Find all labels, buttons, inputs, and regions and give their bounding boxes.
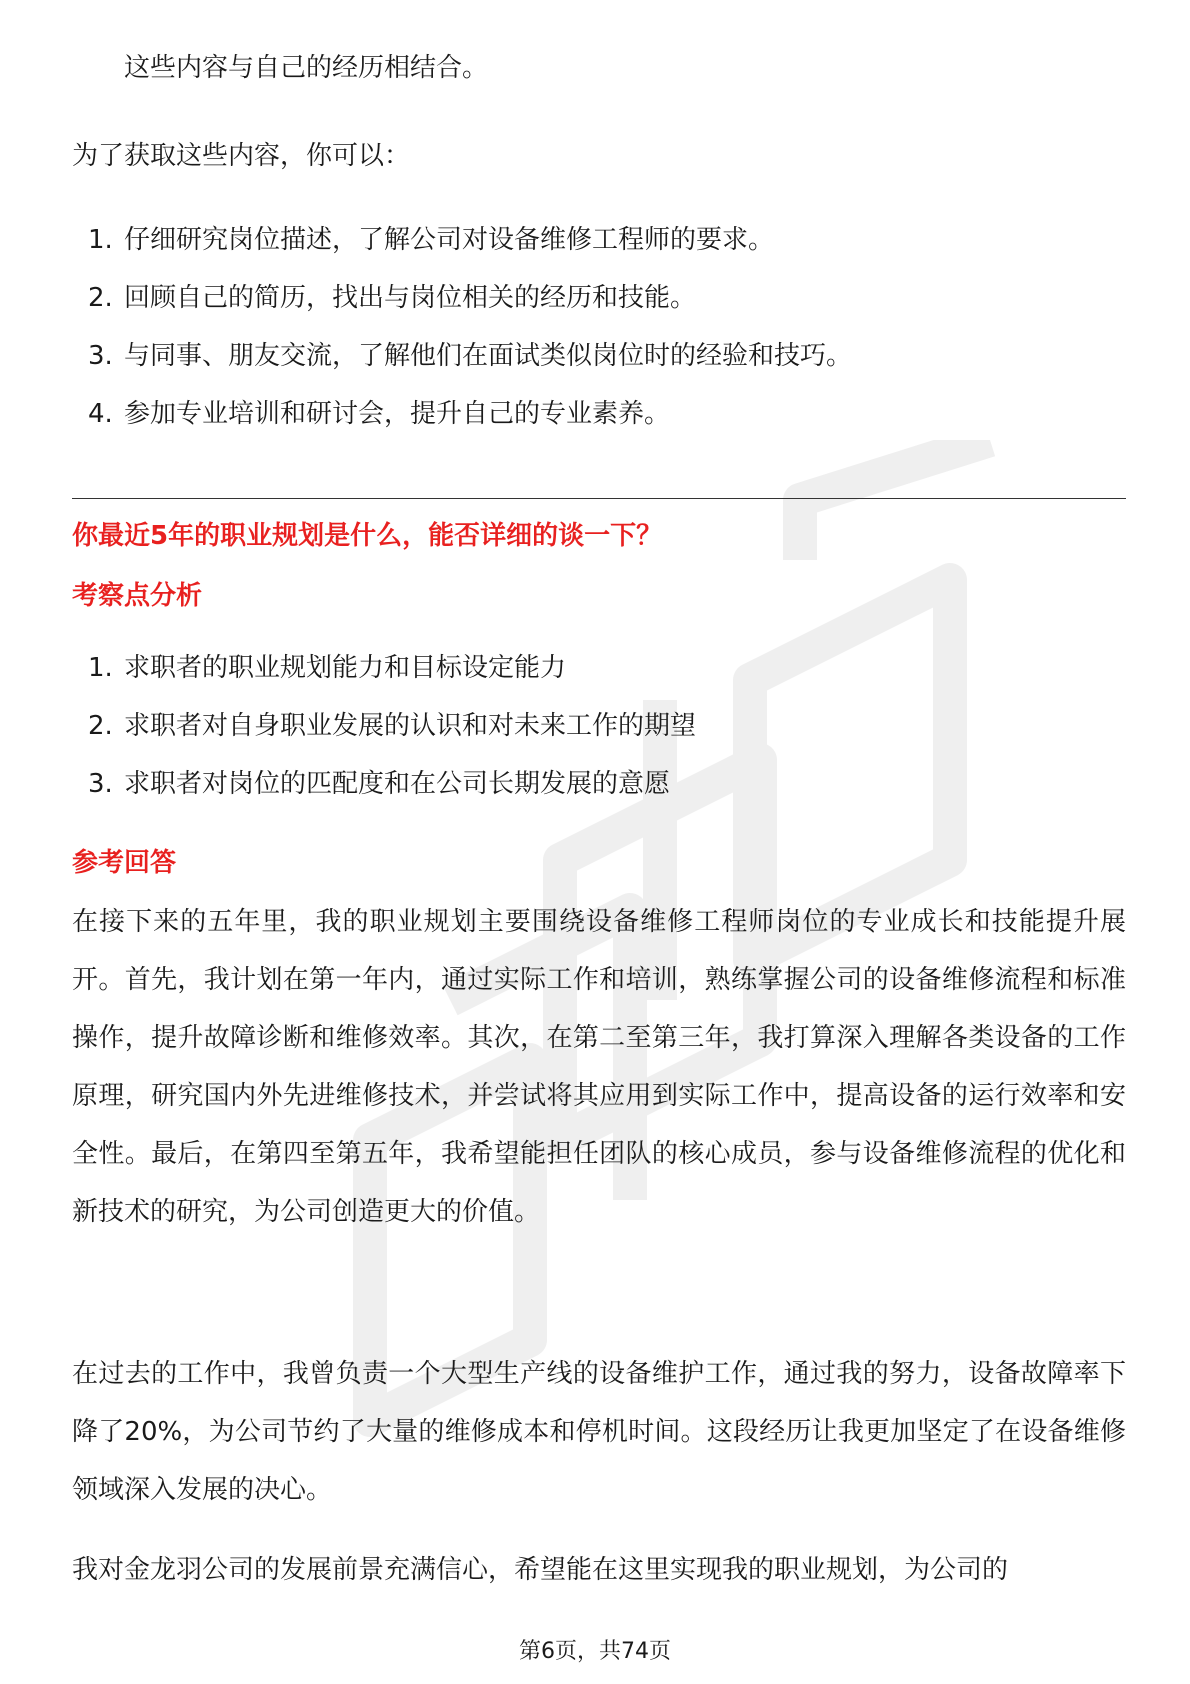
answer-paragraph: 在过去的工作中，我曾负责一个大型生产线的设备维护工作，通过我的努力，设备故障率下降了20%，为公司节约了大量的维修成本和停机时间。这段经历让我更加坚定了在设备维修领域深入发展的决心。 <box>72 1359 1126 1505</box>
intro-text: 为了获取这些内容，你可以： <box>72 141 411 171</box>
list-item-text: 参加专业培训和研讨会，提升自己的专业素养。 <box>124 399 671 429</box>
answer-heading: 参考回答 <box>72 848 177 878</box>
list-number: 4. <box>88 399 113 429</box>
interview-question: 你最近5年的职业规划是什么，能否详细的谈一下？ <box>72 521 663 551</box>
list-item-text: 仔细研究岗位描述，了解公司对设备维修工程师的要求。 <box>124 225 775 255</box>
list-item-text: 回顾自己的简历，找出与岗位相关的经历和技能。 <box>124 283 697 313</box>
list-number: 3. <box>88 769 113 799</box>
answer-paragraph: 我对金龙羽公司的发展前景充满信心，希望能在这里实现我的职业规划，为公司的 <box>72 1555 1009 1585</box>
list-item-text: 求职者对自身职业发展的认识和对未来工作的期望 <box>124 711 697 741</box>
list-item <box>72 652 696 710</box>
steps-list <box>72 224 852 456</box>
list-item-text: 求职者对岗位的匹配度和在公司长期发展的意愿 <box>124 769 671 799</box>
list-item <box>72 340 852 398</box>
continuation-line: 这些内容与自己的经历相结合。 <box>124 53 489 83</box>
list-number: 3. <box>88 341 113 371</box>
page-footer: 第6页，共74页 <box>519 1639 671 1664</box>
list-item <box>72 768 696 826</box>
analysis-heading: 考察点分析 <box>72 581 203 611</box>
list-number: 2. <box>88 283 113 313</box>
list-item <box>72 710 696 768</box>
list-number: 1. <box>88 653 113 683</box>
section-divider <box>72 498 1126 499</box>
list-item <box>72 398 852 456</box>
answer-paragraph: 在接下来的五年里，我的职业规划主要围绕设备维修工程师岗位的专业成长和技能提升展开。首先，我计划在第一年内，通过实际工作和培训，熟练掌握公司的设备维修流程和标准操作，提升故障诊断和维修效率。其次，在第二至第三年，我打算深入理解各类设备的工作原理，研究国内外先进维修技术，并尝试将其应用到实际工作中，提高设备的运行效率和安全性。最后，在第四至第五年，我希望能担任团队的核心成员，参与设备维修流程的优化和新技术的研究，为公司创造更大的价值。 <box>72 907 1126 1227</box>
list-item <box>72 282 852 340</box>
list-number: 1. <box>88 225 113 255</box>
list-item-text: 与同事、朋友交流，了解他们在面试类似岗位时的经验和技巧。 <box>124 341 853 371</box>
list-item <box>72 224 852 282</box>
list-number: 2. <box>88 711 113 741</box>
list-item-text: 求职者的职业规划能力和目标设定能力 <box>124 653 567 683</box>
analysis-list <box>72 652 696 826</box>
